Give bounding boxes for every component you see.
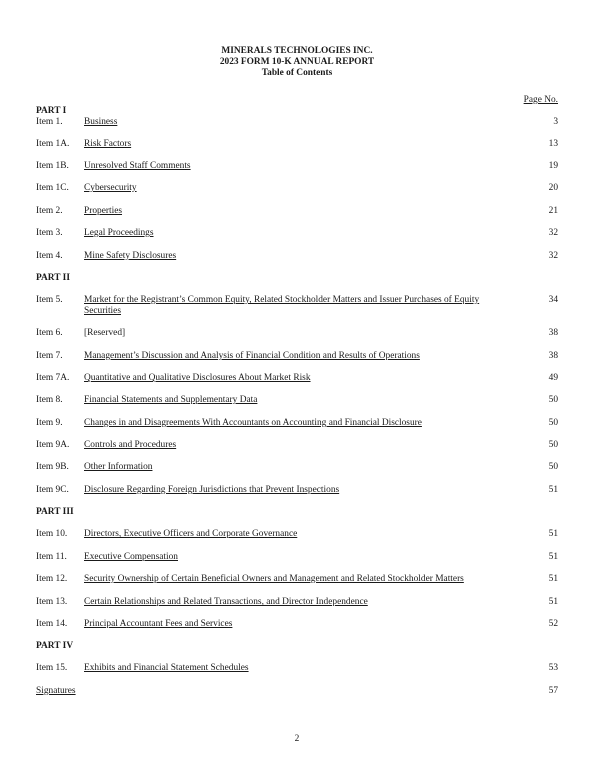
company-name: MINERALS TECHNOLOGIES INC.	[221, 46, 373, 56]
item-number: Item 7.	[36, 351, 63, 361]
item-link[interactable]: Principal Accountant Fees and Services	[84, 619, 233, 629]
item-page: 50	[548, 440, 558, 450]
item-page: 34	[548, 295, 558, 305]
page-footer-number: 2	[294, 734, 300, 744]
item-number: Item 7A.	[36, 373, 70, 383]
item-number: Item 14.	[36, 619, 68, 629]
item-number: Item 2.	[36, 206, 63, 216]
item-number: Item 11.	[36, 552, 67, 562]
item-number: Item 3.	[36, 228, 63, 238]
item-page: 21	[548, 206, 558, 216]
document-header	[0, 46, 594, 79]
item-number: Item 9B.	[36, 462, 69, 472]
item-page: 50	[548, 395, 558, 405]
item-page: 50	[548, 462, 558, 472]
item-page: 3	[553, 117, 558, 127]
item-page: 20	[548, 183, 558, 193]
item-title: [Reserved]	[84, 328, 126, 338]
item-link[interactable]: Security Ownership of Certain Beneficial Owners and Management and Related Stockholder Matters	[84, 574, 464, 584]
item-number: Item 5.	[36, 295, 63, 305]
item-number: Item 4.	[36, 251, 63, 261]
item-link[interactable]: Quantitative and Qualitative Disclosures About Market Risk	[84, 373, 311, 383]
item-page: 38	[548, 351, 558, 361]
item-link[interactable]: Certain Relationships and Related Transactions, and Director Independence	[84, 597, 368, 607]
part-heading: PART III	[36, 507, 74, 517]
item-link[interactable]: Other Information	[84, 462, 153, 472]
item-number: Item 6.	[36, 328, 63, 338]
item-number: Item 8.	[36, 395, 63, 405]
item-page: 51	[548, 552, 558, 562]
part-heading: PART IV	[36, 641, 74, 651]
item-page: 32	[548, 228, 558, 238]
item-link[interactable]: Market for the Registrant’s Common Equity, Related Stockholder Matters and Issuer Purchases of Equity Securities	[84, 295, 480, 316]
item-number: Item 12.	[36, 574, 68, 584]
item-link[interactable]: Mine Safety Disclosures	[84, 251, 177, 261]
page-number-column-header: Page No.	[523, 95, 558, 105]
signatures-link[interactable]: Signatures	[36, 686, 76, 696]
toc-title: Table of Contents	[261, 68, 333, 78]
item-number: Item 1.	[36, 117, 63, 127]
item-page: 51	[548, 597, 558, 607]
item-number: Item 1C.	[36, 183, 69, 193]
item-page: 13	[548, 139, 558, 149]
item-number: Item 10.	[36, 529, 68, 539]
item-link[interactable]: Exhibits and Financial Statement Schedules	[84, 663, 249, 673]
item-link[interactable]: Properties	[84, 206, 123, 216]
item-link[interactable]: Disclosure Regarding Foreign Jurisdictions that Prevent Inspections	[84, 485, 340, 495]
item-link[interactable]: Directors, Executive Officers and Corporate Governance	[84, 529, 298, 539]
item-number: Item 9A.	[36, 440, 70, 450]
item-page: 51	[548, 485, 558, 495]
item-page: 19	[548, 161, 558, 171]
item-page: 52	[548, 619, 558, 629]
item-link[interactable]: Financial Statements and Supplementary Data	[84, 395, 258, 405]
report-title: 2023 FORM 10-K ANNUAL REPORT	[219, 57, 375, 67]
item-number: Item 15.	[36, 663, 68, 673]
item-link[interactable]: Executive Compensation	[84, 552, 178, 562]
item-page: 38	[548, 328, 558, 338]
item-page: 50	[548, 418, 558, 428]
item-number: Item 9C.	[36, 485, 69, 495]
item-number: Item 9.	[36, 418, 63, 428]
item-link[interactable]: Changes in and Disagreements With Accountants on Accounting and Financial Disclosure	[84, 418, 422, 428]
item-link[interactable]: Risk Factors	[84, 139, 132, 149]
item-link[interactable]: Legal Proceedings	[84, 228, 154, 238]
item-page: 51	[548, 574, 558, 584]
item-page: 51	[548, 529, 558, 539]
item-number: Item 1A.	[36, 139, 70, 149]
part-heading: PART I	[36, 106, 67, 116]
part-heading: PART II	[36, 273, 70, 283]
item-number: Item 1B.	[36, 161, 69, 171]
item-page: 57	[548, 686, 558, 696]
item-page: 49	[548, 373, 558, 383]
item-link[interactable]: Unresolved Staff Comments	[84, 161, 191, 171]
item-link[interactable]: Business	[84, 117, 118, 127]
item-number: Item 13.	[36, 597, 68, 607]
item-page: 53	[548, 663, 558, 673]
item-link[interactable]: Management’s Discussion and Analysis of Financial Condition and Results of Operations	[84, 351, 420, 361]
item-page: 32	[548, 251, 558, 261]
item-link[interactable]: Cybersecurity	[84, 183, 137, 193]
item-link[interactable]: Controls and Procedures	[84, 440, 177, 450]
